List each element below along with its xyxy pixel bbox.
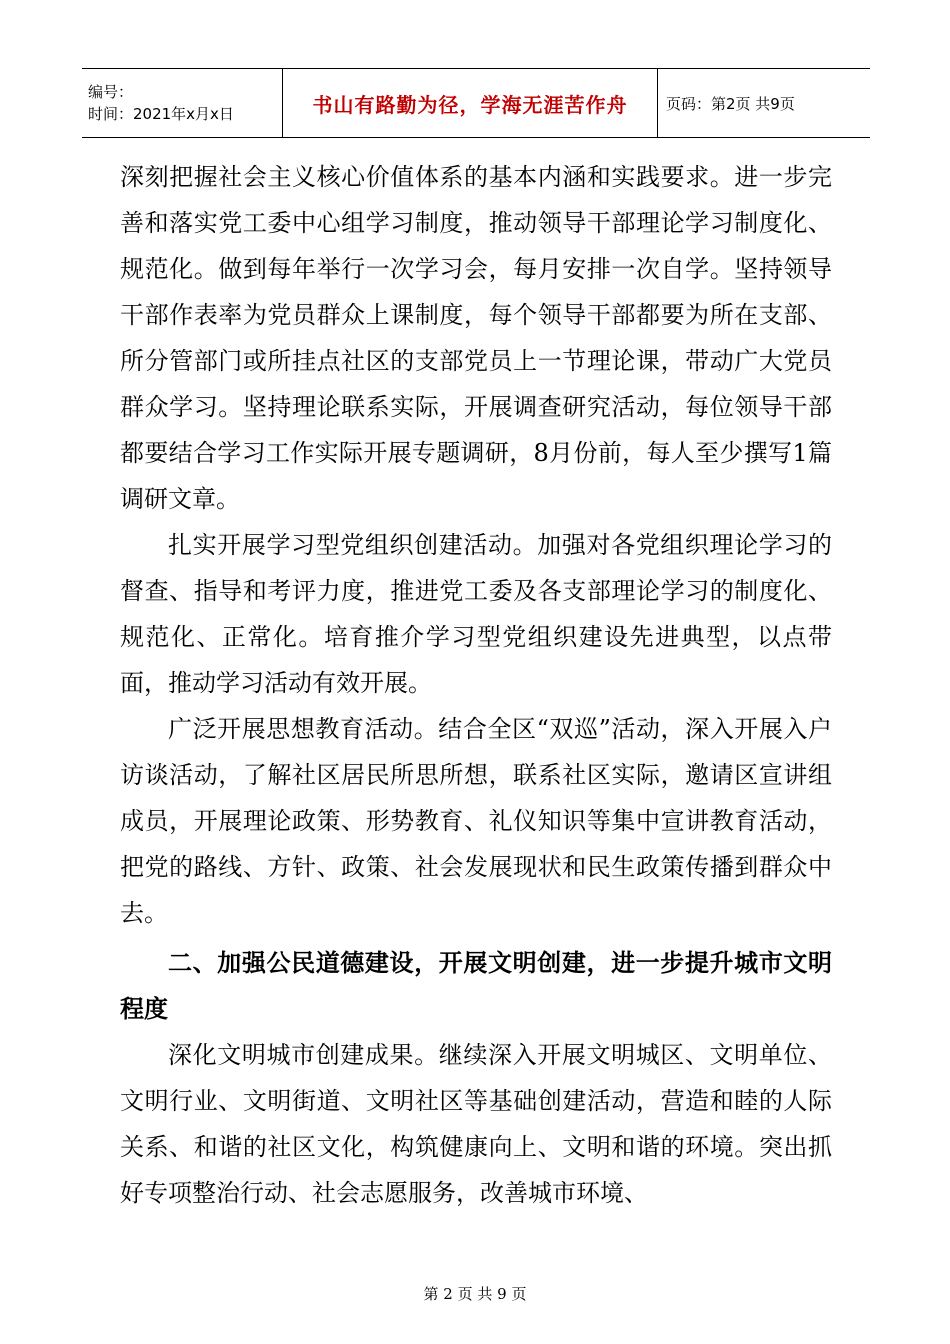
header-time-label: 时间：2021年x月x日 bbox=[88, 105, 234, 123]
document-body bbox=[120, 154, 832, 1216]
page-header bbox=[82, 68, 870, 138]
section-heading: 二、加强公民道德建设，开展文明创建，进一步提升城市文明程度 bbox=[120, 949, 832, 1023]
header-motto: 书山有路勤为径，学海无涯苦作舟 bbox=[282, 69, 658, 137]
header-meta bbox=[82, 69, 282, 137]
paragraph: 深刻把握社会主义核心价值体系的基本内涵和实践要求。进一步完善和落实党工委中心组学习制度，推动领导干部理论学习制度化、规范化。做到每年举行一次学习会，每月安排一次自学。坚持领导干部作表率为党员群众上课制度，每个领导干部都要为所在支部、所分管部门或所挂点社区的支部党员上一节理论课，带动广大党员群众学习。坚持理论联系实际，开展调查研究活动，每位领导干部都要结合学习工作实际开展专题调研，8月份前，每人至少撰写1篇调研文章。 bbox=[120, 163, 832, 513]
paragraph: 深化文明城市创建成果。继续深入开展文明城区、文明单位、文明行业、文明街道、文明社区等基础创建活动，营造和睦的人际关系、和谐的社区文化，构筑健康向上、文明和谐的环境。突出抓好专项整治行动、社会志愿服务，改善城市环境、 bbox=[120, 1041, 832, 1207]
paragraph: 广泛开展思想教育活动。结合全区“双巡”活动，深入开展入户访谈活动，了解社区居民所思所想，联系社区实际，邀请区宣讲组成员，开展理论政策、形势教育、礼仪知识等集中宣讲教育活动，把党的路线、方针、政策、社会发展现状和民生政策传播到群众中去。 bbox=[120, 715, 832, 927]
page-footer: 第 2 页 共 9 页 bbox=[423, 1285, 527, 1303]
header-number-label: 编号： bbox=[88, 83, 134, 101]
paragraph: 扎实开展学习型党组织创建活动。加强对各党组织理论学习的督查、指导和考评力度，推进党工委及各支部理论学习的制度化、规范化、正常化。培育推介学习型党组织建设先进典型，以点带面，推动学习活动有效开展。 bbox=[120, 531, 832, 697]
header-page-label: 页码：第2页 共9页 bbox=[666, 94, 795, 113]
